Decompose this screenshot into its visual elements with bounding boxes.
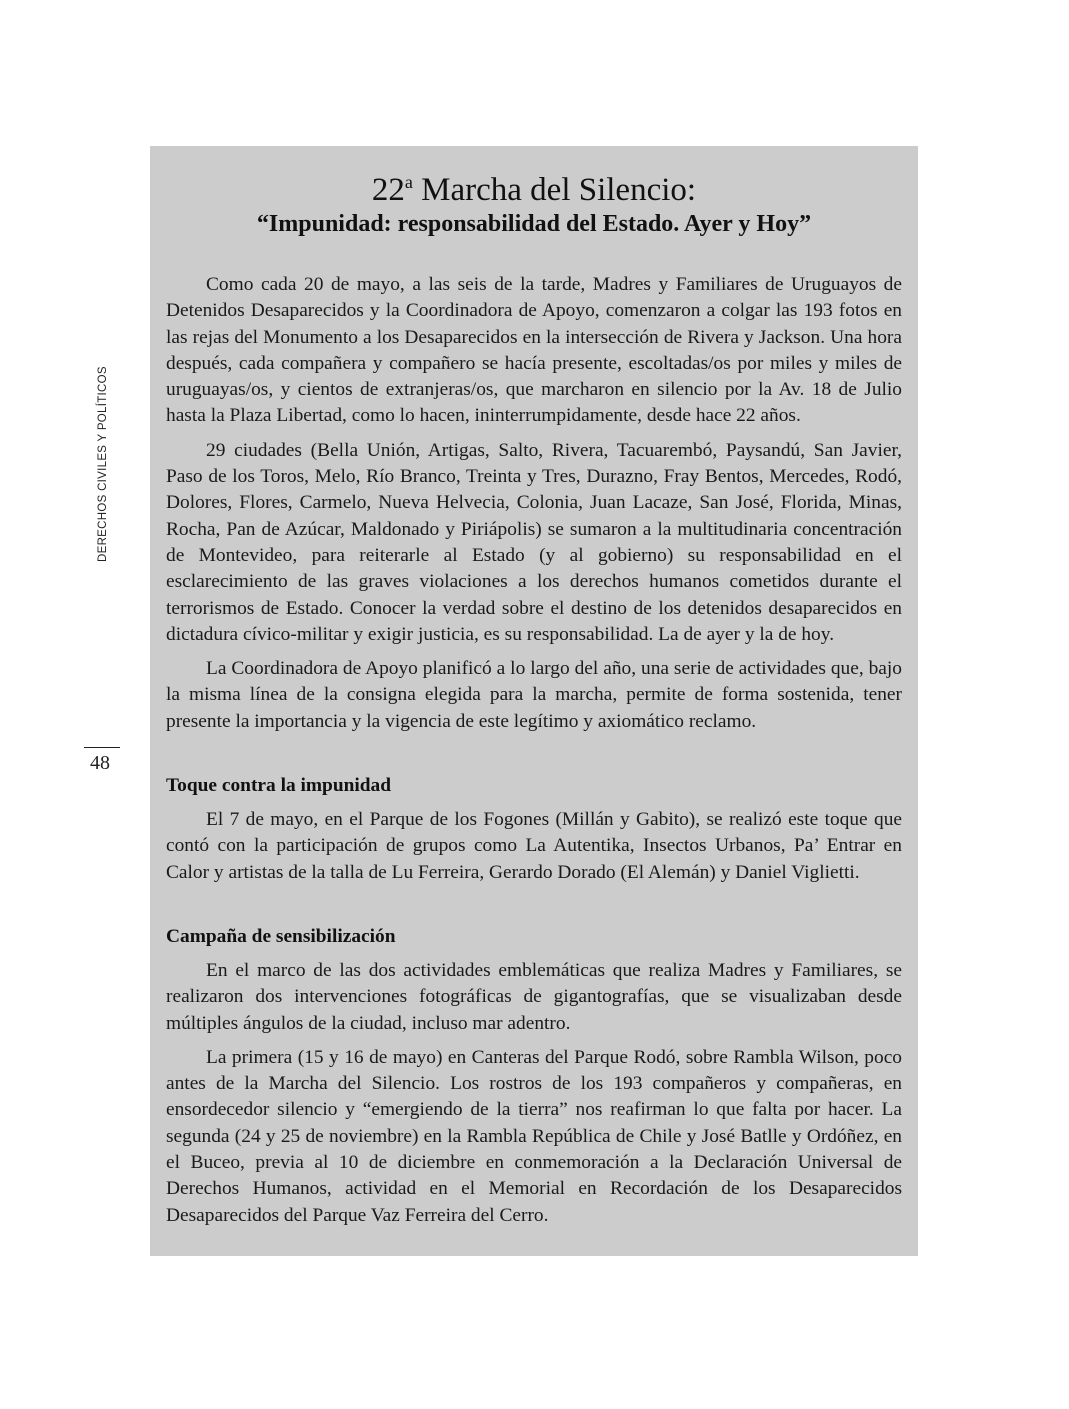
- article-subtitle: “Impunidad: responsabilidad del Estado. Ayer y Hoy”: [256, 211, 812, 237]
- section-heading: Toque contra la impunidad: [166, 775, 392, 797]
- page-number: 48: [90, 752, 110, 774]
- section-paragraph: El 7 de mayo, en el Parque de los Fogones (Millán y Gabito), se realizó este toque que contó con la participación de grupos como La Autentika, Insectos Urbanos, Pa’ Entrar en Calor y artistas de la talla de Lu Ferreira, Gerardo Dorado (El Alemán) y Daniel Viglietti.: [166, 809, 902, 883]
- title-text: Marcha del Silencio:: [412, 172, 697, 208]
- title-number: 22: [371, 172, 405, 208]
- article-title: [166, 164, 902, 208]
- body-paragraph: Como cada 20 de mayo, a las seis de la tarde, Madres y Familiares de Uruguayos de Detenidos Desaparecidos y la Coordinadora de Apoyo, comenzaron a colgar las 193 fotos en las rejas del Monumento a los Desaparecidos en la intersección de Rivera y Jackson. Una hora después, cada compañera y compañero se hacía presente, escoltadas/os por miles y miles de uruguayas/os, y cientos de extranjeras/os, que marcharon en silencio por la Av. 18 de Julio hasta la Plaza Libertad, como lo hacen, ininterrumpidamente, desde hace 22 años.: [166, 274, 902, 427]
- body-paragraph: La Coordinadora de Apoyo planificó a lo largo del año, una serie de actividades que, bajo la misma línea de la consigna elegida para la marcha, permite de forma sostenida, tener presente la importancia y la vigencia de este legítimo y axiomático reclamo.: [166, 658, 902, 732]
- section-paragraph: La primera (15 y 16 de mayo) en Canteras del Parque Rodó, sobre Rambla Wilson, poco antes de la Marcha del Silencio. Los rostros de los 193 compañeros y compañeras, en ensordecedor silencio y “emergiendo de la tierra” nos reafirman lo que falta por hacer. La segunda (24 y 25 de noviembre) en la Rambla República de Chile y José Batlle y Ordóñez, en el Buceo, previa al 10 de diciembre en conmemoración a la Declaración Universal de Derechos Humanos, actividad en el Memorial en Recordación de los Desaparecidos Desaparecidos del Parque Vaz Ferreira del Cerro.: [166, 1046, 902, 1226]
- article-box: [150, 146, 918, 1256]
- section-heading: Campaña de sensibilización: [166, 925, 396, 947]
- title-ordinal: a: [404, 172, 413, 192]
- body-paragraph: 29 ciudades (Bella Unión, Artigas, Salto, Rivera, Tacuarembó, Paysandú, San Javier, Paso de los Toros, Melo, Río Branco, Treinta y Tres, Durazno, Fray Bentos, Mercedes, Rodó, Dolores, Flores, Carmelo, Nueva Helvecia, Colonia, Juan Lacaze, San José, Florida, Minas, Rocha, Pan de Azúcar, Maldonado y Piriápolis) se sumaron a la multitudinaria concentración de Montevideo, para reiterarle al Estado (y al gobierno) su responsabilidad en el esclarecimiento de las graves violaciones a los derechos humanos cometidos durante el terrorismos de Estado. Conocer la verdad sobre el destino de los detenidos desaparecidos en dictadura cívico-militar y exigir justicia, es su responsabilidad. La de ayer y la de hoy.: [166, 439, 902, 645]
- section-label: DERECHOS CIVILES Y POLÍTICOS: [97, 366, 109, 562]
- article-body: [166, 272, 902, 1229]
- page-number-rule: [84, 747, 120, 748]
- section-paragraph: En el marco de las dos actividades emblemáticas que realiza Madres y Familiares, se realizaron dos intervenciones fotográficas de gigantografías, que se visualizaban desde múltiples ángulos de la ciudad, incluso mar adentro.: [166, 959, 902, 1034]
